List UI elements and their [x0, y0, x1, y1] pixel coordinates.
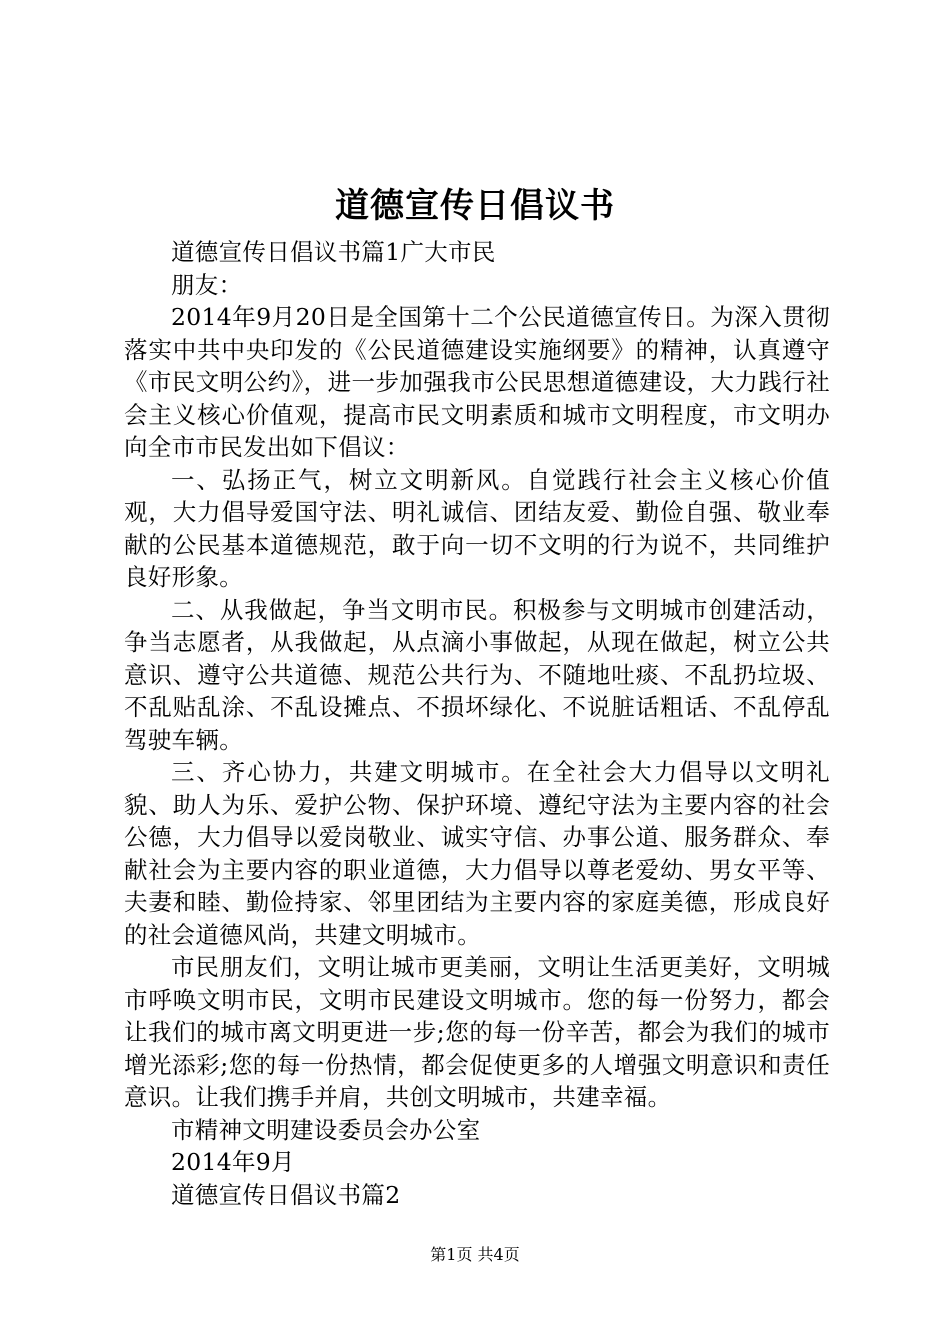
paragraph-closing: 市民朋友们，文明让城市更美丽，文明让生活更美好，文明城市呼唤文明市民，文明市民建设文明城市。您的每一份努力，都会让我们的城市离文明更进一步;您的每一份辛苦，都会为我们的城市增光添彩;您的每一份热情，都会促使更多的人增强文明意识和责任意识。让我们携手并肩，共创文明城市，共建幸福。 — [124, 953, 830, 1111]
document-title: 道德宣传日倡议书 — [335, 186, 615, 226]
paragraph-point-3: 三、齐心协力，共建文明城市。在全社会大力倡导以文明礼貌、助人为乐、爱护公物、保护环境、遵纪守法为主要内容的社会公德，大力倡导以爱岗敬业、诚实守信、办事公道、服务群众、奉献社会为主要内容的职业道德，大力倡导以尊老爱幼、男女平等、夫妻和睦、勤俭持家、邻里团结为主要内容的家庭美德，形成良好的社会道德风尚，共建文明城市。 — [124, 758, 830, 949]
paragraph-date: 2014年9月 — [171, 1148, 295, 1176]
paragraph-intro: 2014年9月20日是全国第十二个公民道德宣传日。为深入贯彻落实中共中央印发的《公民道德建设实施纲要》的精神，认真遵守《市民文明公约》，进一步加强我市公民思想道德建设，大力践行社会主义核心价值观，提高市民文明素质和城市文明程度，市文明办向全市市民发出如下倡议： — [124, 303, 830, 461]
paragraph-heading-2: 道德宣传日倡议书篇2 — [171, 1180, 401, 1209]
paragraph-signature: 市精神文明建设委员会办公室 — [171, 1115, 481, 1144]
paragraph-heading-1: 道德宣传日倡议书篇1广大市民 — [171, 238, 496, 266]
document-body — [124, 236, 830, 1211]
paragraph-point-1: 一、弘扬正气，树立文明新风。自觉践行社会主义核心价值观，大力倡导爱国守法、明礼诚信、团结友爱、勤俭自强、敬业奉献的公民基本道德规范，敢于向一切不文明的行为说不，共同维护良好形象。 — [124, 465, 830, 591]
paragraph-point-2: 二、从我做起，争当文明市民。积极参与文明城市创建活动，争当志愿者，从我做起，从点滴小事做起，从现在做起，树立公共意识、遵守公共道德、规范公共行为、不随地吐痰、不乱扔垃圾、不乱贴乱涂、不乱设摊点、不损坏绿化、不说脏话粗话、不乱停乱驾驶车辆。 — [124, 595, 830, 754]
page-footer: 第1页 共4页 — [430, 1245, 520, 1264]
paragraph-salutation: 朋友： — [171, 270, 243, 299]
